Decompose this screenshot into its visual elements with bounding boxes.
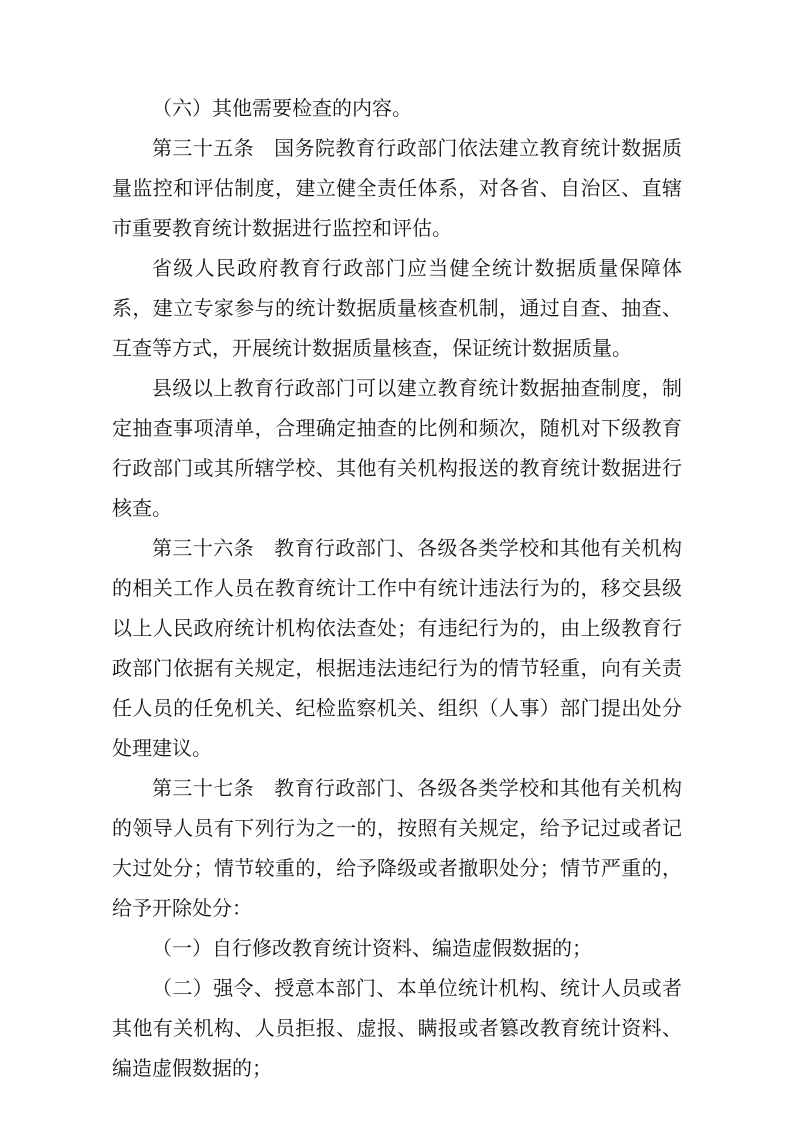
article-35-paragraph [112,128,682,248]
item-1-paragraph: （一）自行修改教育统计资料、编造虚假数据的； [152,936,592,960]
article-37-paragraph [112,768,682,928]
document-page [112,88,682,1088]
article-36-text: 教育行政部门、各级各类学校和其他有关机构的相关工作人员在教育统计工作中有统计违法行为的，移交县级以上人民政府统计机构依法查处；有违纪行为的，由上级教育行政部门依据有关规定，根据违法违纪行为的情节轻重，向有关责任人员的任免机关、纪检监察机关、组织（人事）部门提出处分处理建议。 [112,536,683,760]
article-37-text: 教育行政部门、各级各类学校和其他有关机构的领导人员有下列行为之一的，按照有关规定，给予记过或者记大过处分；情节较重的，给予降级或者撤职处分；情节严重的，给予开除处分： [112,776,683,920]
article-37-heading: 第三十七条 [152,776,255,800]
article-35-text: 国务院教育行政部门依法建立教育统计数据质量监控和评估制度，建立健全责任体系，对各省、自治区、直辖市重要教育统计数据进行监控和评估。 [112,136,683,240]
item-6-paragraph: （六）其他需要检查的内容。 [152,96,412,120]
article-36-paragraph [112,528,682,768]
article-35-paragraph-2: 省级人民政府教育行政部门应当健全统计数据质量保障体系，建立专家参与的统计数据质量核查机制，通过自查、抽查、互查等方式，开展统计数据质量核查，保证统计数据质量。 [112,256,682,360]
article-36-heading: 第三十六条 [152,536,255,560]
article-35-heading: 第三十五条 [152,136,255,160]
article-35-paragraph-3: 县级以上教育行政部门可以建立教育统计数据抽查制度，制定抽查事项清单，合理确定抽查的比例和频次，随机对下级教育行政部门或其所辖学校、其他有关机构报送的教育统计数据进行核查。 [112,376,682,520]
item-2-paragraph: （二）强令、授意本部门、本单位统计机构、统计人员或者其他有关机构、人员拒报、虚报、瞒报或者篡改教育统计资料、编造虚假数据的； [112,976,682,1080]
